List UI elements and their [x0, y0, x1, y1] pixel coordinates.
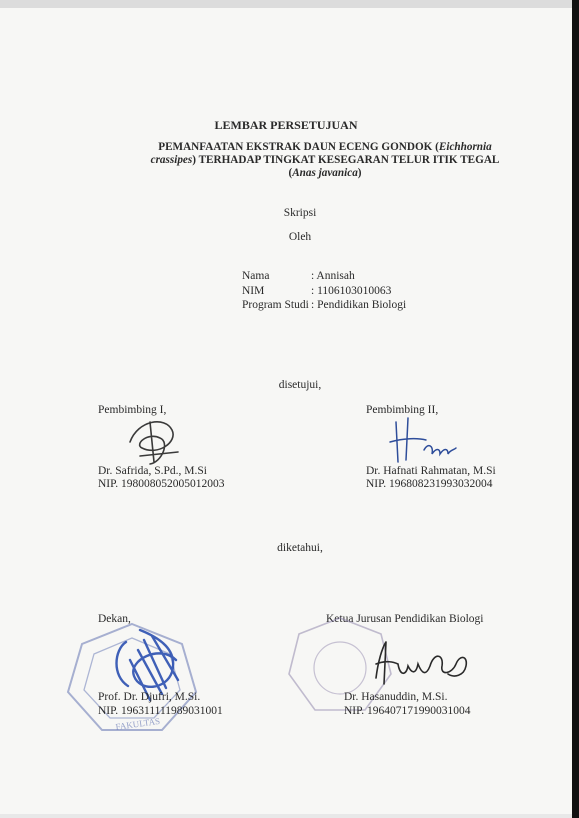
- approved-label: disetujui,: [278, 379, 322, 391]
- scan-top-margin: [0, 0, 579, 8]
- page-title: LEMBAR PERSETUJUAN: [214, 118, 358, 132]
- thesis-title-part3: ): [357, 167, 362, 179]
- thesis-title-species2: Anas javanica: [292, 167, 358, 179]
- head-dept-role: Ketua Jurusan Pendidikan Biologi: [326, 613, 484, 625]
- thesis-title: [140, 141, 510, 180]
- dean-nip: NIP. 196311111989031001: [98, 705, 223, 717]
- advisor1-name: Dr. Safrida, S.Pd., M.Si: [98, 465, 207, 477]
- advisor2-name: Dr. Hafnati Rahmatan, M.Si: [366, 465, 496, 477]
- advisor2-signature: [384, 412, 464, 468]
- advisor1-signature: [120, 412, 190, 468]
- prodi-value: : Pendidikan Biologi: [311, 299, 407, 311]
- known-label: diketahui,: [277, 542, 323, 554]
- nim-label: NIM: [242, 285, 265, 297]
- prodi-label: Program Studi: [242, 299, 309, 311]
- advisor2-role: Pembimbing II,: [366, 404, 439, 416]
- by-label: Oleh: [288, 231, 312, 243]
- dean-name: Prof. Dr. Djufri, M.Si.: [98, 691, 201, 703]
- head-dept-signature: [368, 634, 478, 694]
- scan-right-edge: [572, 0, 579, 818]
- stamp-text: FAKULTAS: [114, 715, 161, 732]
- doc-type: Skripsi: [283, 207, 317, 219]
- nama-label: Nama: [242, 270, 270, 282]
- thesis-title-species1: Eichhornia crassipes: [150, 141, 492, 166]
- advisor1-nip: NIP. 198008052005012003: [98, 478, 225, 490]
- head-dept-name: Dr. Hasanuddin, M.Si.: [344, 691, 448, 703]
- dean-role: Dekan,: [98, 613, 131, 625]
- thesis-title-part2: ) TERHADAP TINGKAT KESEGARAN TELUR ITIK TEGAL (: [192, 154, 500, 179]
- advisor2-nip: NIP. 196808231993032004: [366, 478, 493, 490]
- thesis-title-part1: PEMANFAATAN EKSTRAK DAUN ECENG GONDOK (: [158, 141, 439, 153]
- advisor1-role: Pembimbing I,: [98, 404, 167, 416]
- head-dept-nip: NIP. 196407171990031004: [344, 705, 471, 717]
- nim-value: : 1106103010063: [311, 285, 392, 297]
- nama-value: : Annisah: [311, 270, 355, 282]
